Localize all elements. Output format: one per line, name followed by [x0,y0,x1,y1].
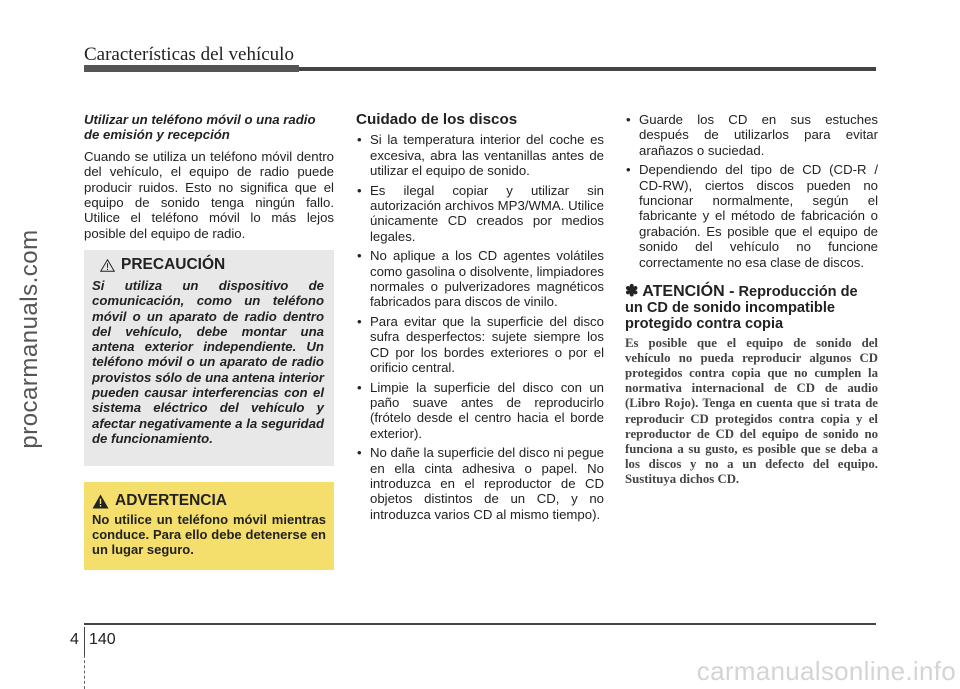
list-item: • Limpie la superficie del disco con un paño suave antes de reproducirlo (frótelo desde el centro hacia el borde exterior). [356,380,604,442]
attention-title: Reproducción de un CD de sonido incompatible protegido contra copia [625,284,858,333]
list-item: • Para evitar que la superficie del disco sufra desperfectos: sujete siempre los CD por los bordes exteriores o por el orificio central. [356,314,604,376]
attention-body: Es posible que el equipo de sonido del vehículo no pueda reproducir algunos CD protegidos contra copia que no cumplen la normativa internacional de CD de audio (Libro Rojo). Tenga en cuenta que si trata de reproducir CD protegidos contra copia y el reproductor de CD del equipo de sonido no funciona a su gusto, es posible que se deba a los discos y no a un defecto del equipo. Sustituya dichos CD. [625,336,878,486]
list-item: • Es ilegal copiar y utilizar sin autorización archivos MP3/WMA. Utilice únicamente CD creados por medios legales. [356,183,604,245]
disc-care-list-continued [625,112,878,270]
column-left [84,112,334,241]
column-right [625,112,878,487]
header-rule-accent [84,65,299,72]
page-header-title: Características del vehículo [84,44,294,65]
footer-separator [84,627,85,655]
footer-dashed-line [84,655,86,689]
caution-body: Si utiliza un dispositivo de comunicación, como un teléfono móvil o un aparato de radio dentro del vehículo, debe montar una antena exterior independiente. Un teléfono móvil o un aparato de radio provistos sólo de una antena interior pueden causar interferencias con el sistema eléctrico del vehículo y afectar negativamente a la seguridad de funcionamiento. [92,278,324,446]
side-watermark: procarmanuals.com [16,229,43,449]
page-number: 140 [89,631,116,648]
attention-marker: ✽ ATENCIÓN - [625,283,735,301]
warning-header [92,492,326,510]
section-subtitle: Utilizar un teléfono móvil o una radio de emisión y recepción [84,112,316,143]
column-middle [356,112,604,526]
footer-rule [84,623,876,625]
bottom-watermark: carmanualsonline.info [696,656,956,686]
warning-title: ADVERTENCIA [115,492,227,509]
list-item: • Guarde los CD en sus estuches después de utilizarlos para evitar arañazos o suciedad. [625,112,878,158]
disc-care-list [356,132,604,522]
list-item: • No dañe la superficie del disco ni pegue en ella cinta adhesiva o papel. No introduzca en el reproductor de CD objetos distintos de un CD, y no introduzca varios CD al mismo tiempo). [356,445,604,522]
warning-triangle-icon [92,494,109,509]
chapter-number: 4 [70,631,79,648]
caution-title: PRECAUCIÓN [121,256,226,273]
list-item: • Dependiendo del tipo de CD (CD-R / CD-RW), ciertos discos pueden no funcionar normalmente, según el fabricante y el método de fabricación o grabación. Es posible que el equipo de sonido del vehículo no funcione correctamente no esa clase de discos. [625,162,878,270]
disc-care-heading: Cuidado de los discos [356,111,518,128]
caution-box [84,250,334,466]
warning-triangle-icon [100,259,115,272]
list-item: • Si la temperatura interior del coche es excesiva, abra las ventanillas antes de utilizar el equipo de sonido. [356,132,604,178]
attention-heading [625,284,878,332]
list-item: • No aplique a los CD agentes volátiles como gasolina o disolvente, limpiadores normales o pulverizadores magnéticos fabricados para discos de vinilo. [356,248,604,310]
warning-body: No utilice un teléfono móvil mientras conduce. Para ello debe detenerse en un lugar seguro. [92,512,326,557]
caution-header [100,256,324,274]
warning-box [84,482,334,570]
section-paragraph: Cuando se utiliza un teléfono móvil dentro del vehículo, el equipo de radio puede producir ruidos. Esto no significa que el equipo de sonido tenga ningún fallo. Utilice el teléfono móvil lo más lejos posible del equipo de radio. [84,148,334,241]
